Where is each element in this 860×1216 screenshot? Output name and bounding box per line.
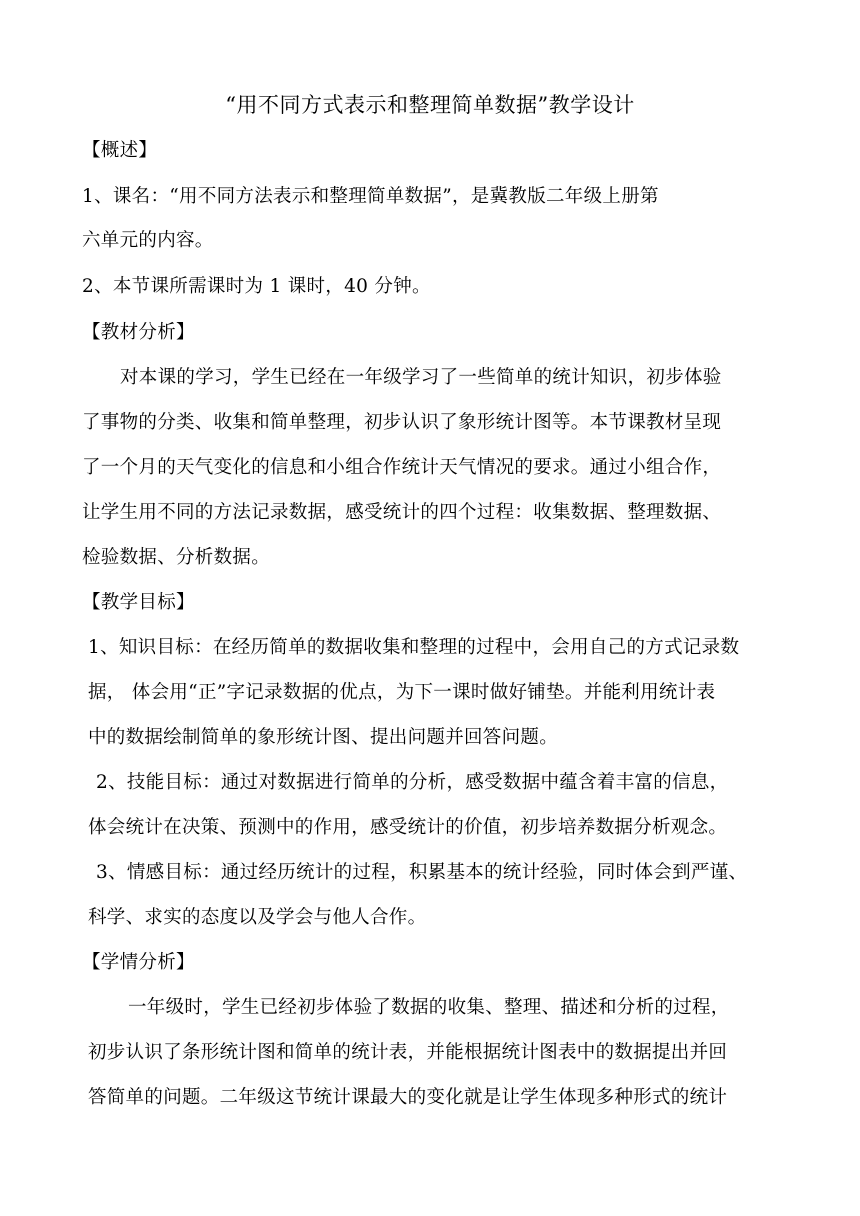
paragraph-line: 2、技能目标：通过对数据进行简单的分析，感受数据中蕴含着丰富的信息， bbox=[96, 772, 729, 793]
paragraph-line: 3、情感目标：通过经历统计的过程，积累基本的统计经验，同时体会到严谨、 bbox=[96, 862, 748, 883]
section-heading-overview: 【概述】 bbox=[82, 140, 158, 161]
paragraph-line: 了一个月的天气变化的信息和小组合作统计天气情况的要求。通过小组合作， bbox=[82, 457, 722, 478]
section-heading-goals: 【教学目标】 bbox=[82, 592, 195, 613]
paragraph-line: 1、知识目标：在经历简单的数据收集和整理的过程中，会用自己的方式记录数 bbox=[88, 637, 740, 658]
paragraph-line: 了事物的分类、收集和简单整理，初步认识了象形统计图等。本节课教材呈现 bbox=[82, 412, 722, 433]
paragraph-line: 初步认识了条形统计图和简单的统计表，并能根据统计图表中的数据提出并回 bbox=[88, 1042, 728, 1063]
section-heading-material: 【教材分析】 bbox=[82, 322, 195, 343]
paragraph-line: 一年级时，学生已经初步体验了数据的收集、整理、描述和分析的过程， bbox=[128, 997, 730, 1018]
paragraph-line: 科学、求实的态度以及学会与他人合作。 bbox=[88, 907, 427, 928]
paragraph-line: 2、本节课所需课时为 1 课时，40 分钟。 bbox=[82, 276, 431, 297]
paragraph-line: 让学生用不同的方法记录数据，感受统计的四个过程：收集数据、整理数据、 bbox=[82, 502, 722, 523]
document-title: “用不同方式表示和整理简单数据”教学设计 bbox=[225, 93, 635, 117]
paragraph-line: 据， 体会用“正”字记录数据的优点，为下一课时做好铺垫。并能利用统计表 bbox=[88, 682, 716, 703]
paragraph-line: 对本课的学习，学生已经在一年级学习了一些简单的统计知识，初步体验 bbox=[120, 367, 722, 388]
paragraph-line: 检验数据、分析数据。 bbox=[82, 547, 271, 568]
paragraph-line: 中的数据绘制简单的象形统计图、提出问题并回答问题。 bbox=[88, 727, 559, 748]
section-heading-students: 【学情分析】 bbox=[82, 952, 195, 973]
paragraph-line: 1、课名：“用不同方法表示和整理简单数据”，是冀教版二年级上册第 bbox=[82, 186, 659, 207]
paragraph-line: 答简单的问题。二年级这节统计课最大的变化就是让学生体现多种形式的统计 bbox=[88, 1087, 728, 1108]
paragraph-line: 体会统计在决策、预测中的作用，感受统计的价值，初步培养数据分析观念。 bbox=[88, 817, 728, 838]
paragraph-line: 六单元的内容。 bbox=[82, 230, 214, 251]
